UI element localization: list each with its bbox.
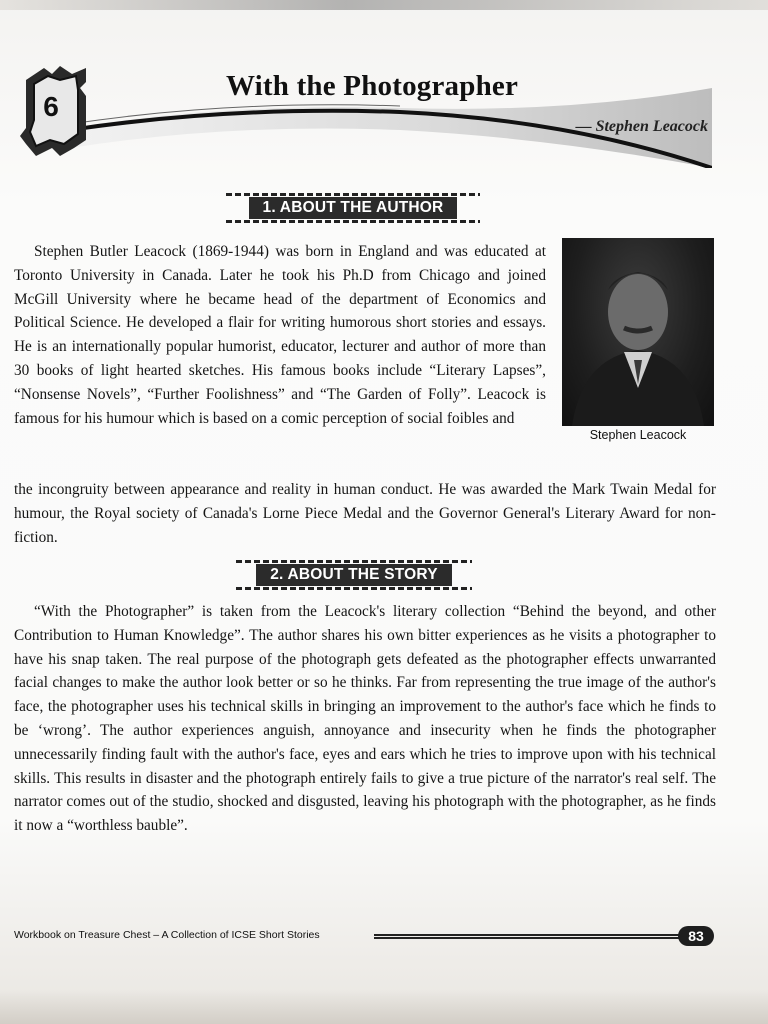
page-number: 83 bbox=[678, 926, 714, 946]
chapter-byline: — Stephen Leacock bbox=[575, 118, 708, 135]
author-paragraph-full: the incongruity between appearance and reality in human conduct. He was awarded the Mark Twain Medal for humour, the Royal society of Canada's Lorne Piece Medal and the Governor General's Literary Award for non-fiction. bbox=[14, 481, 716, 546]
footer-book-title: Workbook on Treasure Chest – A Collection of ICSE Short Stories bbox=[14, 929, 320, 941]
chapter-number: 6 bbox=[43, 91, 59, 122]
section-heading-about-story bbox=[236, 560, 472, 590]
author-paragraph-wrapped: Stephen Butler Leacock (1869-1944) was born in England and was educated at Toronto University in Canada. Later he took his Ph.D from Chicago and joined McGill University where he became head of the department of Economics and Political Science. He developed a flair for writing humorous short stories and essays. He is an internationally popular humorist, educator, lecturer and author of more than 30 books of light hearted sketches. His famous books include “Literary Lapses”, “Nonsense Novels”, “Further Foolishness” and “The Garden of Folly”. Leacock is famous for his humour which is based on a comic perception of social foibles and bbox=[14, 243, 546, 427]
chapter-title: With the Photographer bbox=[226, 70, 519, 102]
author-photo bbox=[562, 238, 714, 426]
author-photo-caption: Stephen Leacock bbox=[589, 428, 687, 442]
footer-rule bbox=[374, 934, 682, 939]
page-bottom-shadow bbox=[0, 990, 768, 1024]
section-heading-label: 1. ABOUT THE AUTHOR bbox=[249, 197, 458, 219]
section-heading-about-author bbox=[226, 193, 480, 223]
page-top-edge bbox=[0, 0, 768, 10]
story-paragraph: “With the Photographer” is taken from the Leacock's literary collection “Behind the beyond, and other Contribution to Human Knowledge”. The author shares his own bitter experiences as he visits a photographer to have his snap taken. The real purpose of the photograph gets defeated as the photographer effects unwarranted facial changes to make the author look better or so he thinks. Far from representing the true image of the author's face, the photographer uses his technical skills in bringing an improvement to the author's face which he finds to be ‘wrong’. The author experiences anguish, annoyance and insecurity when he finds the photographer unnecessarily finding fault with the author's face, eyes and ears which he tries to improve upon with his technical skills. This results in disaster and the photograph entirely fails to give a true picture of the narrator's real self. The narrator comes out of the studio, shocked and disgusted, leaving his photograph with the photographer, as he finds it now a “worthless bauble”. bbox=[14, 603, 716, 835]
section-heading-label: 2. ABOUT THE STORY bbox=[256, 564, 452, 586]
